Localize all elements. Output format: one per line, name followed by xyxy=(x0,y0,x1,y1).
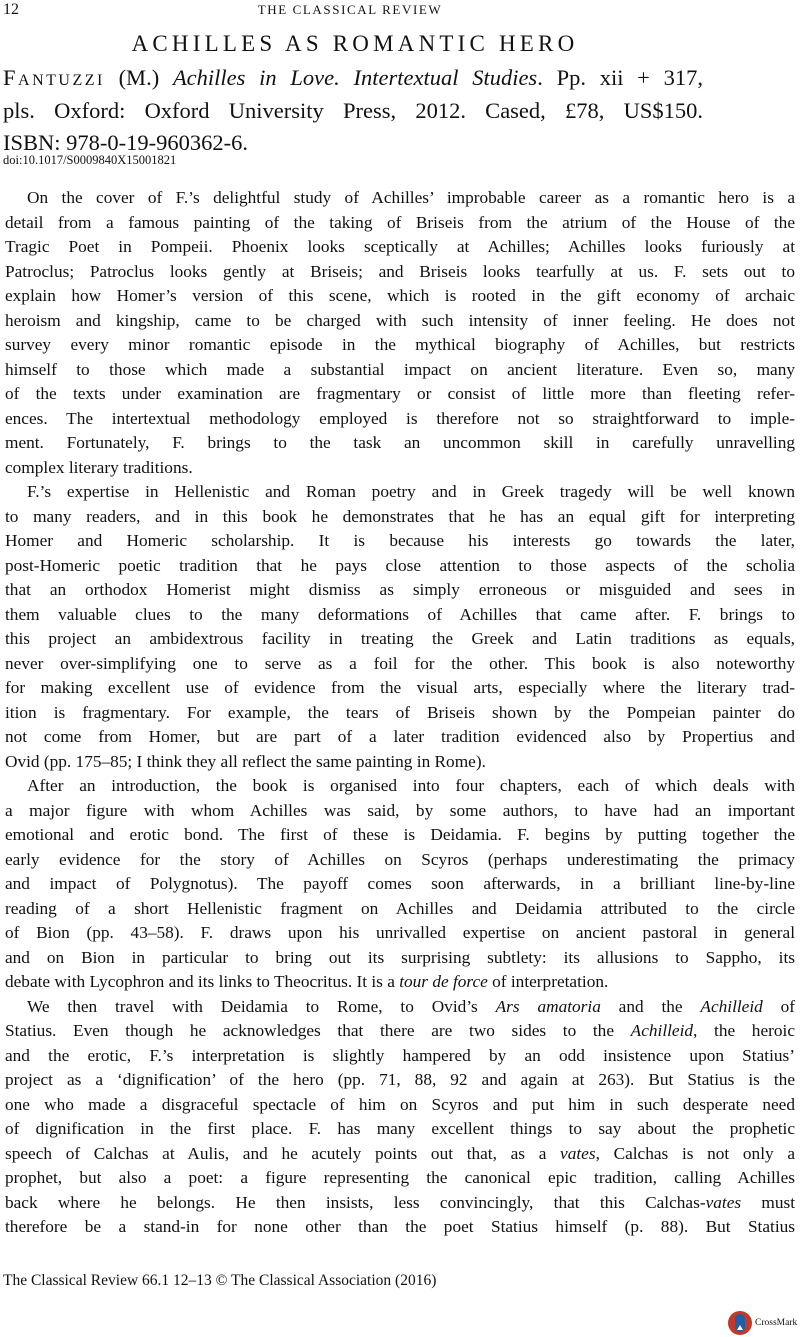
author-initial: (M.) xyxy=(104,65,173,90)
paragraph-line: emotional and erotic bond. The first of these is Deidamia. F. begins by putting together the xyxy=(5,825,795,844)
text-segment: We then travel with Deidamia to Rome, to Ovid’s xyxy=(27,996,496,1016)
paragraph-line: for making excellent use of evidence from the visual arts, especially where the literary trad- xyxy=(5,678,795,697)
paragraph-line xyxy=(5,970,795,995)
paragraph-line: ition is fragmentary. For example, the tears of Briseis shown by the Pompeian painter do xyxy=(5,702,795,722)
text-segment: Statius. Even though he acknowledges that there are two sides to the xyxy=(5,1021,631,1040)
paragraph-line: and impact of Polygnotus). The payoff comes soon afterwards, in a brilliant line-by-line xyxy=(5,874,795,893)
book-title: Achilles in Love. Intertextual Studies xyxy=(172,65,538,90)
paragraph-line: Patroclus; Patroclus looks gently at Briseis; and Briseis looks tearfully at us. F. sets out to xyxy=(5,261,795,281)
footer-copyright: The Classical Review 66.1 12–13 © The Classical Association (2016) xyxy=(3,1272,437,1289)
citation-isbn: ISBN: 978-0-19-960362-6. xyxy=(3,130,248,155)
review-body xyxy=(5,186,795,1240)
paragraph-line: survey every minor romantic episode in the mythical biography of Achilles, but restricts xyxy=(5,335,795,354)
paragraph-line xyxy=(5,995,795,1020)
paragraph-line: not come from Homer, but are part of a later tradition evidenced also by Propertius and xyxy=(5,727,795,746)
paragraph-line: this project an ambidextrous facility in treating the Greek and Latin traditions as equals, xyxy=(5,629,795,648)
paragraph-line: detail from a famous painting of the taking of Briseis from the atrium of the House of the xyxy=(5,212,795,232)
paragraph-line: and the erotic, F.’s interpretation is slightly hampered by an odd insistence upon Statius’ xyxy=(5,1045,795,1065)
paragraph-line: of dignification in the first place. F. has many excellent things to say about the prophetic xyxy=(5,1119,795,1138)
paragraph-line: ment. Fortunately, F. brings to the task an uncommon skill in carefully unravelling xyxy=(5,433,795,452)
text-segment: and the xyxy=(600,996,701,1016)
citation-line xyxy=(3,62,703,95)
paragraph-line: F.’s expertise in Hellenistic and Roman poetry and in Greek tragedy will be well known xyxy=(27,482,795,501)
crossmark-icon xyxy=(727,1310,753,1336)
paragraph-line: explain how Homer’s version of this scene, which is rooted in the gift economy of archaic xyxy=(5,286,795,305)
paragraph-line: and on Bion in particular to bring out its surprising subtlety: its allusions to Sappho, its xyxy=(5,947,795,967)
paragraph-line: of Bion (pp. 43–58). F. draws upon his unrivalled expertise on ancient pastoral in general xyxy=(5,923,795,942)
paragraph-line: of the texts under examination are fragmentary or consist of little more than fleeting refer- xyxy=(5,384,795,403)
italic-term: vates xyxy=(560,1143,596,1163)
citation-pages: . Pp. xii + 317, xyxy=(537,65,703,90)
text-segment: must xyxy=(741,1192,795,1212)
text-segment: , Calchas is not only a xyxy=(595,1143,795,1163)
paragraph-line: to many readers, and in this book he demonstrates that he has an equal gift for interpreting xyxy=(5,506,795,526)
text-segment: speech of Calchas at Aulis, and he acutely points out that, as a xyxy=(5,1143,561,1163)
article-title: ACHILLES AS ROMANTIC HERO xyxy=(131,31,579,56)
paragraph-line: heroism and kingship, came to be charged with such intensity of inner feeling. He does not xyxy=(5,310,795,330)
paragraph-line: therefore be a stand-in for none other than the poet Statius himself (p. 88). But Statius xyxy=(5,1217,795,1236)
text-segment: of xyxy=(762,996,795,1016)
paragraph-line xyxy=(5,1142,795,1167)
paragraph-line: himself to those which made a substantial impact on ancient literature. Even so, many xyxy=(5,359,795,379)
paragraph-line: that an orthodox Homerist might dismiss as simply erroneous or misguided and sees in xyxy=(5,580,795,599)
paragraph-line: Homer and Homeric scholarship. It is because his interests go towards the later, xyxy=(5,531,795,550)
paragraph-line: reading of a short Hellenistic fragment on Achilles and Deidamia attributed to the circle xyxy=(5,898,795,918)
italic-term: vates xyxy=(705,1192,742,1212)
paragraph-line: never over-simplifying one to serve as a foil for the other. This book is also noteworthy xyxy=(5,653,795,673)
running-title: THE CLASSICAL REVIEW xyxy=(257,2,443,17)
doi-link[interactable]: doi:10.1017/S0009840X15001821 xyxy=(3,153,177,167)
author-name: Fantuzzi xyxy=(3,65,105,90)
citation-line: pls. Oxford: Oxford University Press, 2012. Cased, £78, US$150. xyxy=(3,97,703,123)
text-segment: debate with Lycophron and its links to Theocritus. It is a xyxy=(5,972,400,991)
paragraph-line xyxy=(5,1191,795,1216)
paragraph-line: early evidence for the story of Achilles on Scyros (perhaps underestimating the primacy xyxy=(5,849,795,869)
text-segment: back where he belongs. He then insists, less convincingly, that this Calchas- xyxy=(5,1192,706,1212)
paragraph-line: Tragic Poet in Pompeii. Phoenix looks sceptically at Achilles; Achilles looks furiously at xyxy=(5,237,795,256)
italic-term: Achilleid xyxy=(700,996,763,1016)
paragraph-line: a major figure with whom Achilles was said, by some authors, to have had an important xyxy=(5,800,795,820)
book-citation xyxy=(3,62,703,160)
text-segment: , the heroic xyxy=(693,1021,795,1040)
paragraph-line: Ovid (pp. 175–85; I think they all reflect the same painting in Rome). xyxy=(5,751,486,771)
paragraph-line: After an introduction, the book is organised into four chapters, each of which deals with xyxy=(27,776,795,795)
text-segment: of interpretation. xyxy=(487,972,609,991)
paragraph-line: prophet, but also a poet: a figure representing the canonical epic tradition, calling Achilles xyxy=(5,1168,795,1187)
italic-term: Ars amatoria xyxy=(495,996,601,1016)
paragraph-line xyxy=(5,1019,795,1044)
italic-term: Achilleid xyxy=(630,1021,694,1040)
crossmark-button[interactable] xyxy=(727,1310,797,1336)
crossmark-label: CrossMark xyxy=(755,1318,798,1328)
paragraph-line: one who made a disgraceful spectacle of him on Scyros and put him in such desperate need xyxy=(5,1094,795,1114)
paragraph-line: them valuable clues to the many deformations of Achilles that came after. F. brings to xyxy=(5,604,795,624)
paragraph-line: ences. The intertextual methodology employed is therefore not so straightforward to imple- xyxy=(5,408,795,428)
paragraph-line: On the cover of F.’s delightful study of Achilles’ improbable career as a romantic hero is a xyxy=(27,188,795,207)
paragraph-line: complex literary traditions. xyxy=(5,457,193,477)
page-number: 12 xyxy=(3,1,19,18)
paragraph-line: post-Homeric poetic tradition that he pays close attention to those aspects of the scholia xyxy=(5,555,795,575)
paragraph-line: project as a ‘dignification’ of the hero (pp. 71, 88, 92 and again at 263). But Statius is the xyxy=(5,1070,795,1089)
italic-term: tour de force xyxy=(399,972,488,991)
